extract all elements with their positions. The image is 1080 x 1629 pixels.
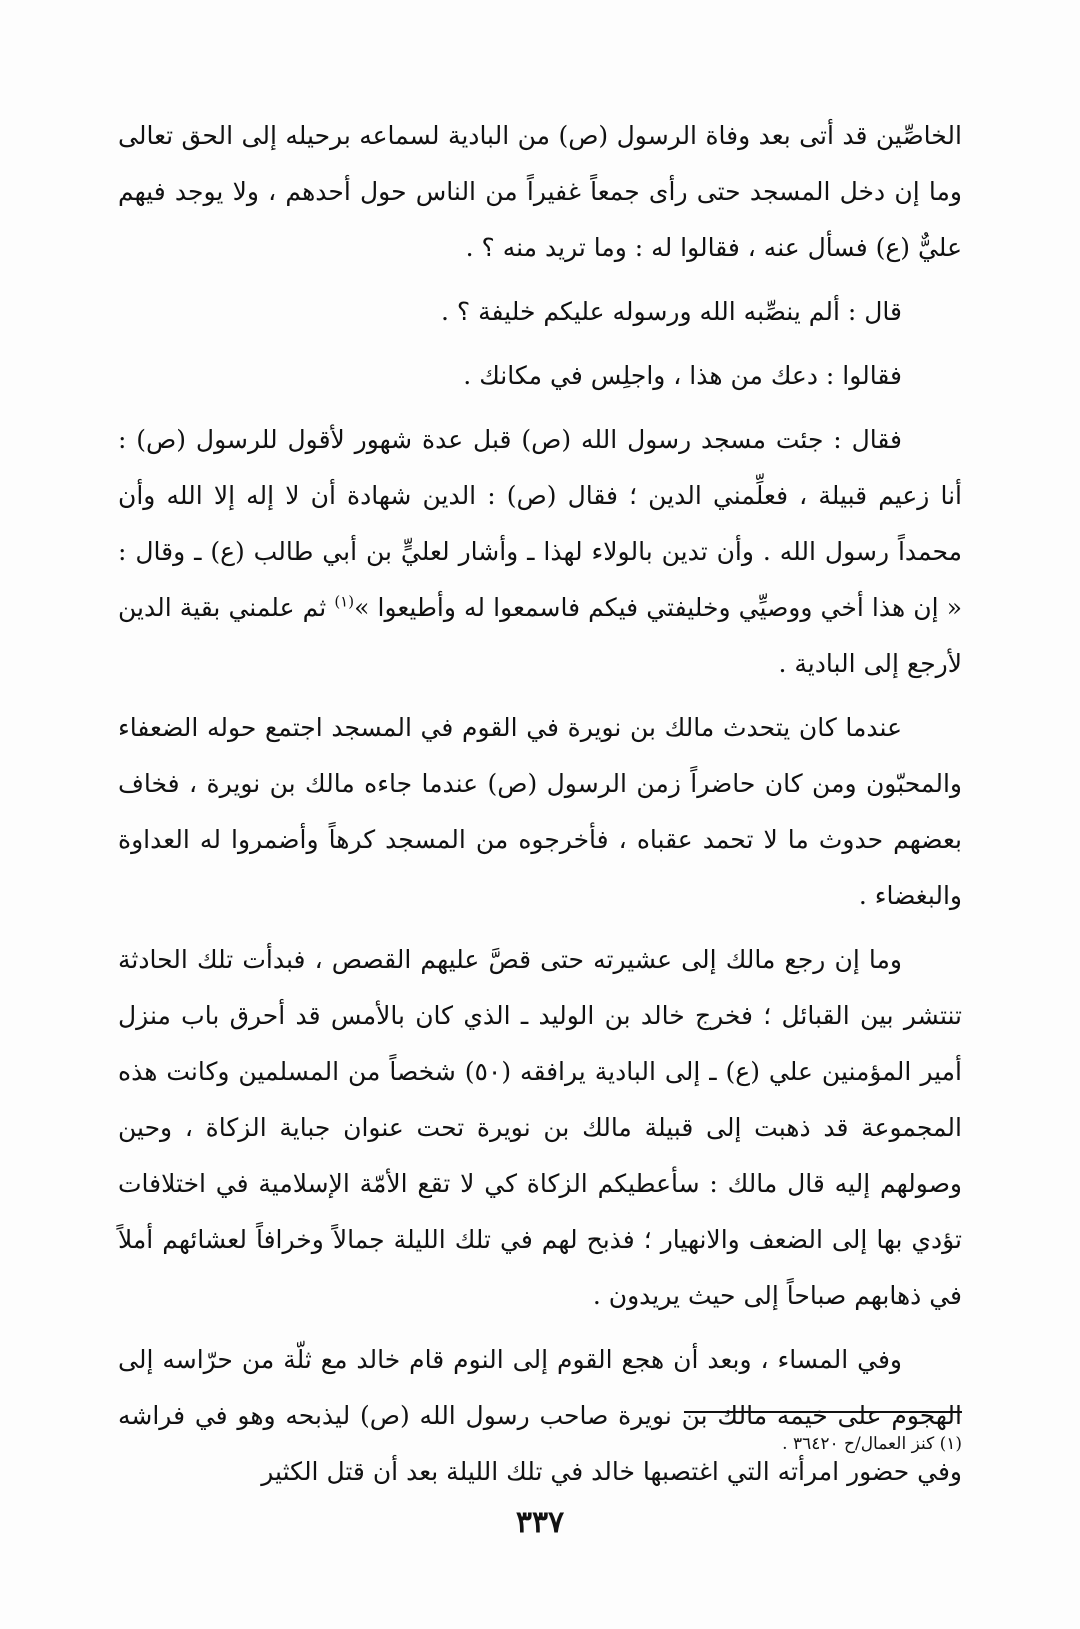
paragraph-4: [118, 412, 962, 692]
paragraph-1: الخاصِّين قد أتى بعد وفاة الرسول (ص) من البادية لسماعه برحيله إلى الحق تعالى وما إن دخل المسجد حتى رأى جمعاً غفيراً من الناس حول أحدهم ، ولا يوجد فيهم عليٌّ (ع) فسأل عنه ، فقالوا له : وما تريد منه ؟ .: [118, 121, 962, 262]
page-number: ٣٣٧: [515, 1505, 565, 1540]
paragraph-4-text-end: ثم علمني بقية الدين لأرجع إلى البادية .: [118, 593, 962, 678]
paragraph-6: وما إن رجع مالك إلى عشيرته حتى قصَّ عليهم القصص ، فبدأت تلك الحادثة تنتشر بين القبائل ؛ فخرج خالد بن الوليد ـ الذي كان بالأمس قد أحرق باب منزل أمير المؤمنين علي (ع) ـ إلى البادية يرافقه (٥٠) شخصاً من المسلمين وكانت هذه المجموعة قد ذهبت إلى قبيلة مالك بن نويرة تحت عنوان جباية الزكاة ، وحين وصولهم إليه قال مالك : سأعطيكم الزكاة كي لا تقع الأمّة الإسلامية في اختلافات تؤدي بها إلى الضعف والانهيار ؛ فذبح لهم في تلك الليلة جمالاً وخرافاً لعشائهم أملاً في ذهابهم صباحاً إلى حيث يريدون .: [118, 945, 962, 1310]
footnote: (١) كنز العمال/ح ٣٦٤٢٠ .: [782, 1434, 962, 1454]
paragraph-3: فقالوا : دعك من هذا ، واجلِس في مكانك .: [463, 361, 902, 390]
footnote-marker: (١): [334, 592, 355, 611]
paragraph-2: قال : ألم ينصِّبه الله ورسوله عليكم خليفة ؟ .: [441, 297, 902, 326]
paragraph-4-text: فقال : جئت مسجد رسول الله (ص) قبل عدة شهور لأقول للرسول (ص) : أنا زعيم قبيلة ، فعلِّمني الدين ؛ فقال (ص) : الدين شهادة أن لا إله إلا الله وأن محمداً رسول الله . وأن تدين بالولاء لهذا ـ وأشار لعليٍّ بن أبي طالب (ع) ـ وقال : « إن هذا أخي ووصيِّي وخليفتي فيكم فاسمعوا له وأطيعوا »: [118, 425, 962, 622]
paragraph-7: وفي المساء ، وبعد أن هجع القوم إلى النوم قام خالد مع ثلّة من حرّاسه إلى الهجوم على خيمة مالك بن نويرة صاحب رسول الله (ص) ليذبحه وهو في فراشه وفي حضور امرأته التي اغتصبها خالد في تلك الليلة بعد أن قتل الكثير: [118, 1345, 963, 1486]
paragraph-5: عندما كان يتحدث مالك بن نويرة في القوم في المسجد اجتمع حوله الضعفاء والمحبّون ومن كان حاضراً زمن الرسول (ص) عندما جاءه مالك بن نويرة ، فخاف بعضهم حدوث ما لا تحمد عقباه ، فأخرجوه من المسجد كرهاً وأضمروا له العداوة والبغضاء .: [118, 713, 962, 910]
footnote-divider: [684, 1411, 962, 1413]
body-text: [118, 108, 962, 1508]
